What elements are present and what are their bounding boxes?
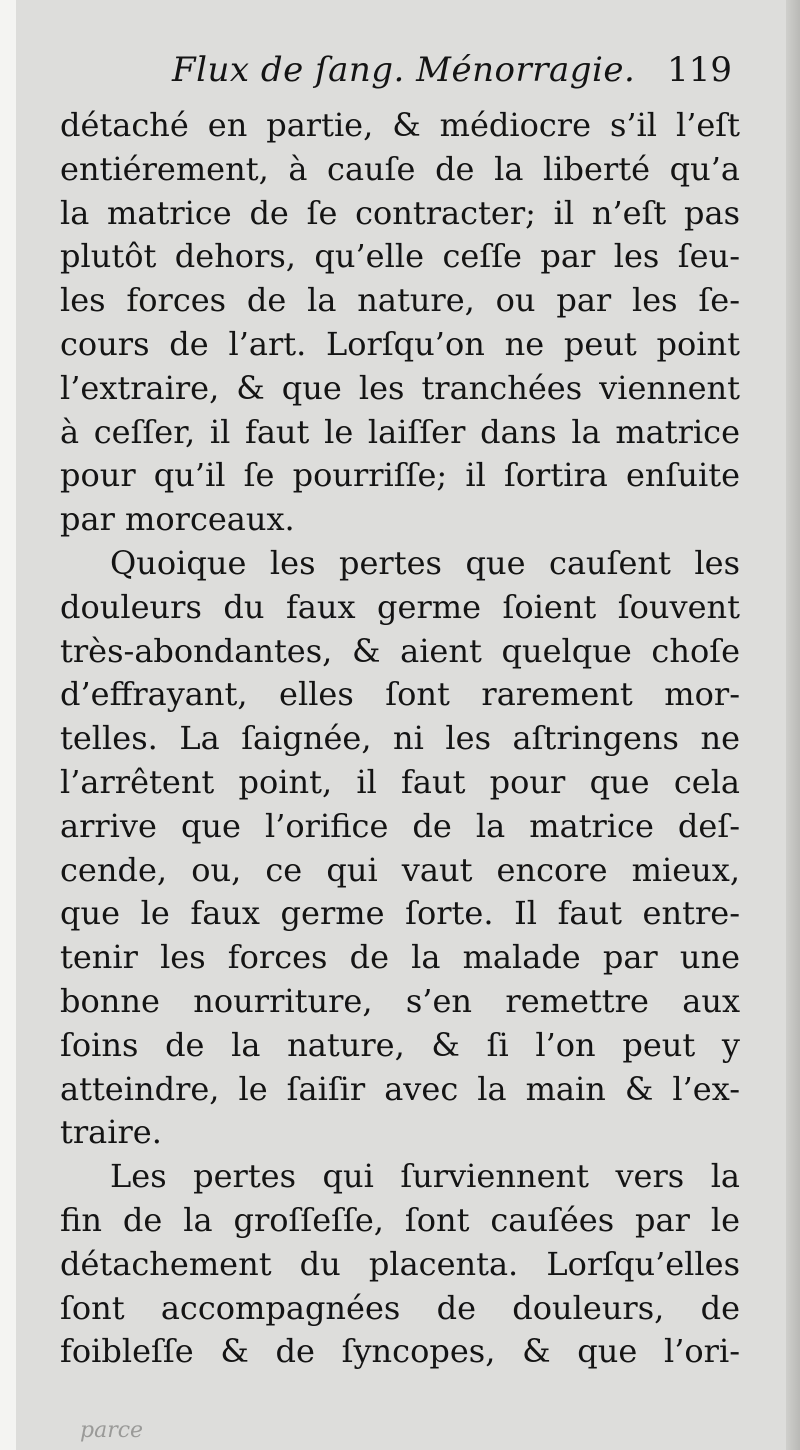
scan-margin-right <box>786 0 800 1450</box>
scan-margin-left <box>0 0 16 1450</box>
text-line: cende, ou, ce qui vaut encore mieux, <box>60 850 740 889</box>
page-number: 119 <box>667 50 732 90</box>
body-text <box>60 104 740 1374</box>
text-line: par morceaux. <box>60 500 295 539</box>
page-header <box>60 48 740 100</box>
running-head: Flux de ſang. Ménorragie. <box>172 50 636 90</box>
text-line: telles. La ſaignée, ni les aſtringens ne <box>60 719 740 758</box>
text-line: arrive que l’orifice de la matrice deſ- <box>60 806 740 845</box>
text-line: détachement du placenta. Lorſqu’elles <box>60 1244 740 1283</box>
text-line: fin de la groſſeſſe, ſont cauſées par le <box>60 1200 740 1239</box>
text-line: les forces de la nature, ou par les ſe- <box>60 281 740 320</box>
text-line: Quoique les pertes que cauſent les <box>110 543 740 582</box>
text-line: bonne nourriture, s’en remettre aux <box>60 981 740 1020</box>
text-line: d’effrayant, elles ſont rarement mor- <box>60 675 740 714</box>
text-line: traire. <box>60 1113 162 1152</box>
text-line: détaché en partie, & médiocre s’il l’eſt <box>60 106 740 144</box>
text-line: ſoins de la nature, & ſi l’on peut y <box>60 1025 740 1064</box>
text-line: la matrice de ſe contracter; il n’eſt pas <box>60 193 740 232</box>
text-line: Les pertes qui ſurviennent vers la <box>110 1157 740 1196</box>
text-line: que le faux germe ſorte. Il faut entre- <box>60 894 740 933</box>
text-line: pour qu’il ſe pourriſſe; il ſortira enſuite <box>60 456 740 495</box>
text-line: très-abondantes, & aient quelque choſe <box>60 631 740 670</box>
text-line: ſont accompagnées de douleurs, de <box>60 1288 740 1327</box>
text-line: cours de l’art. Lorſqu’on ne peut point <box>60 324 740 363</box>
text-line: plutôt dehors, qu’elle ceſſe par les ſeu- <box>60 237 740 276</box>
text-line: à ceſſer, il faut le laiſſer dans la matrice <box>60 412 740 451</box>
bleed-through-text: parce <box>80 1418 144 1443</box>
text-line: tenir les forces de la malade par une <box>60 938 740 977</box>
text-line: douleurs du faux germe ſoient ſouvent <box>60 587 740 626</box>
text-line: foibleſſe & de ſyncopes, & que l’ori- <box>60 1332 740 1371</box>
text-line: l’extraire, & que les tranchées viennent <box>60 368 740 407</box>
text-line: entiérement, à cauſe de la liberté qu’a <box>60 149 740 188</box>
text-line: l’arrêtent point, il faut pour que cela <box>60 762 740 801</box>
text-line: atteindre, le ſaiſir avec la main & l’ex- <box>60 1069 740 1108</box>
